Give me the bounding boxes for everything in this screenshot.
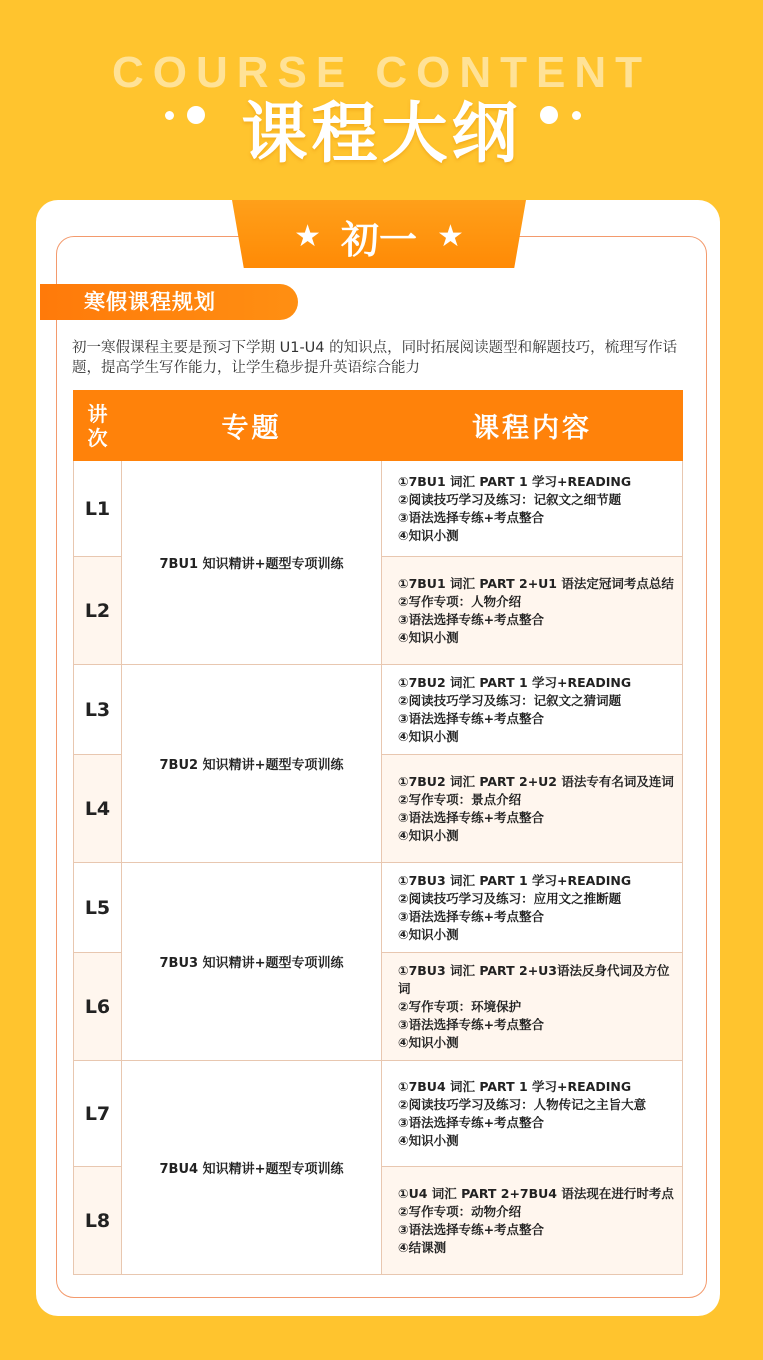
content-item: ②阅读技巧学习及练习：人物传记之主旨大意 [398, 1096, 647, 1112]
content-item: ②阅读技巧学习及练习：记叙文之猜词题 [398, 692, 622, 708]
star-icon: ★ [294, 218, 321, 254]
content-item: ①7BU3 词汇 PART 1 学习+READING [398, 872, 632, 888]
lesson-topic: 7BU4 知识精讲+题型专项训练 [122, 1061, 382, 1275]
content-item: ③语法选择专练+考点整合 [398, 1114, 545, 1130]
content-item: ①7BU2 词汇 PART 1 学习+READING [398, 674, 632, 690]
star-icon: ★ [437, 218, 464, 254]
table-row [74, 1061, 683, 1167]
header-topic: 专题 [122, 391, 382, 461]
syllabus-table [73, 390, 683, 1275]
lesson-index: L4 [74, 755, 122, 863]
content-item: ④知识小测 [398, 629, 459, 645]
content-item: ④知识小测 [398, 728, 459, 744]
content-item: ④知识小测 [398, 827, 459, 843]
lesson-topic: 7BU1 知识精讲+题型专项训练 [122, 461, 382, 665]
content-item: ②写作专项：人物介绍 [398, 593, 522, 609]
content-item: ③语法选择专练+考点整合 [398, 509, 545, 525]
lesson-content [382, 1167, 683, 1275]
content-item: ①7BU2 词汇 PART 2+U2 语法专有名词及连词 [398, 773, 674, 789]
lesson-topic: 7BU3 知识精讲+题型专项训练 [122, 863, 382, 1061]
content-item: ③语法选择专练+考点整合 [398, 809, 545, 825]
content-item: ④结课测 [398, 1239, 447, 1255]
lesson-content [382, 953, 683, 1061]
lesson-index: L7 [74, 1061, 122, 1167]
content-item: ②阅读技巧学习及练习：记叙文之细节题 [398, 491, 622, 507]
header-content: 课程内容 [382, 391, 683, 461]
header-index [74, 391, 122, 461]
content-item: ④知识小测 [398, 527, 459, 543]
lesson-index: L8 [74, 1167, 122, 1275]
lesson-content [382, 1061, 683, 1167]
table-header-row [74, 391, 683, 461]
content-item: ③语法选择专练+考点整合 [398, 710, 545, 726]
lesson-content [382, 665, 683, 755]
content-item: ①7BU4 词汇 PART 1 学习+READING [398, 1078, 632, 1094]
content-item: ③语法选择专练+考点整合 [398, 1016, 545, 1032]
lesson-content [382, 461, 683, 557]
content-item: ①7BU1 词汇 PART 1 学习+READING [398, 473, 632, 489]
lesson-index: L1 [74, 461, 122, 557]
lesson-index: L6 [74, 953, 122, 1061]
content-item: ④知识小测 [398, 1132, 459, 1148]
table-row [74, 665, 683, 755]
content-item: ①U4 词汇 PART 2+7BU4 语法现在进行时考点 [398, 1185, 674, 1201]
content-item: ②阅读技巧学习及练习：应用文之推断题 [398, 890, 622, 906]
content-item: ③语法选择专练+考点整合 [398, 1221, 545, 1237]
grade-name: 初一 [340, 217, 417, 262]
content-item: ②写作专项：动物介绍 [398, 1203, 522, 1219]
header-english-title: COURSE CONTENT [111, 48, 652, 97]
section-title: 寒假课程规划 [40, 284, 298, 320]
content-item: ②写作专项：环境保护 [398, 998, 522, 1014]
header-index-text: 讲 次 [87, 401, 108, 450]
lesson-content [382, 557, 683, 665]
lesson-topic: 7BU2 知识精讲+题型专项训练 [122, 665, 382, 863]
lesson-content [382, 755, 683, 863]
content-item: ①7BU3 词汇 PART 2+U3语法反身代词及方位词 [398, 962, 670, 996]
header-title: 课程大纲 [241, 95, 522, 172]
section-intro: 初一寒假课程主要是预习下学期 U1-U4 的知识点，同时拓展阅读题型和解题技巧，梳理写作话题，提高学生写作能力，让学生稳步提升英语综合能力 [72, 340, 678, 376]
lesson-content [382, 863, 683, 953]
content-item: ②写作专项：景点介绍 [398, 791, 522, 807]
content-item: ④知识小测 [398, 926, 459, 942]
content-item: ③语法选择专练+考点整合 [398, 908, 545, 924]
lesson-index: L3 [74, 665, 122, 755]
table-row [74, 461, 683, 557]
lesson-index: L2 [74, 557, 122, 665]
table-row [74, 863, 683, 953]
syllabus-body [74, 461, 683, 1275]
content-item: ①7BU1 词汇 PART 2+U1 语法定冠词考点总结 [398, 575, 674, 591]
content-item: ③语法选择专练+考点整合 [398, 611, 545, 627]
grade-label [232, 208, 526, 264]
lesson-index: L5 [74, 863, 122, 953]
content-item: ④知识小测 [398, 1034, 459, 1050]
